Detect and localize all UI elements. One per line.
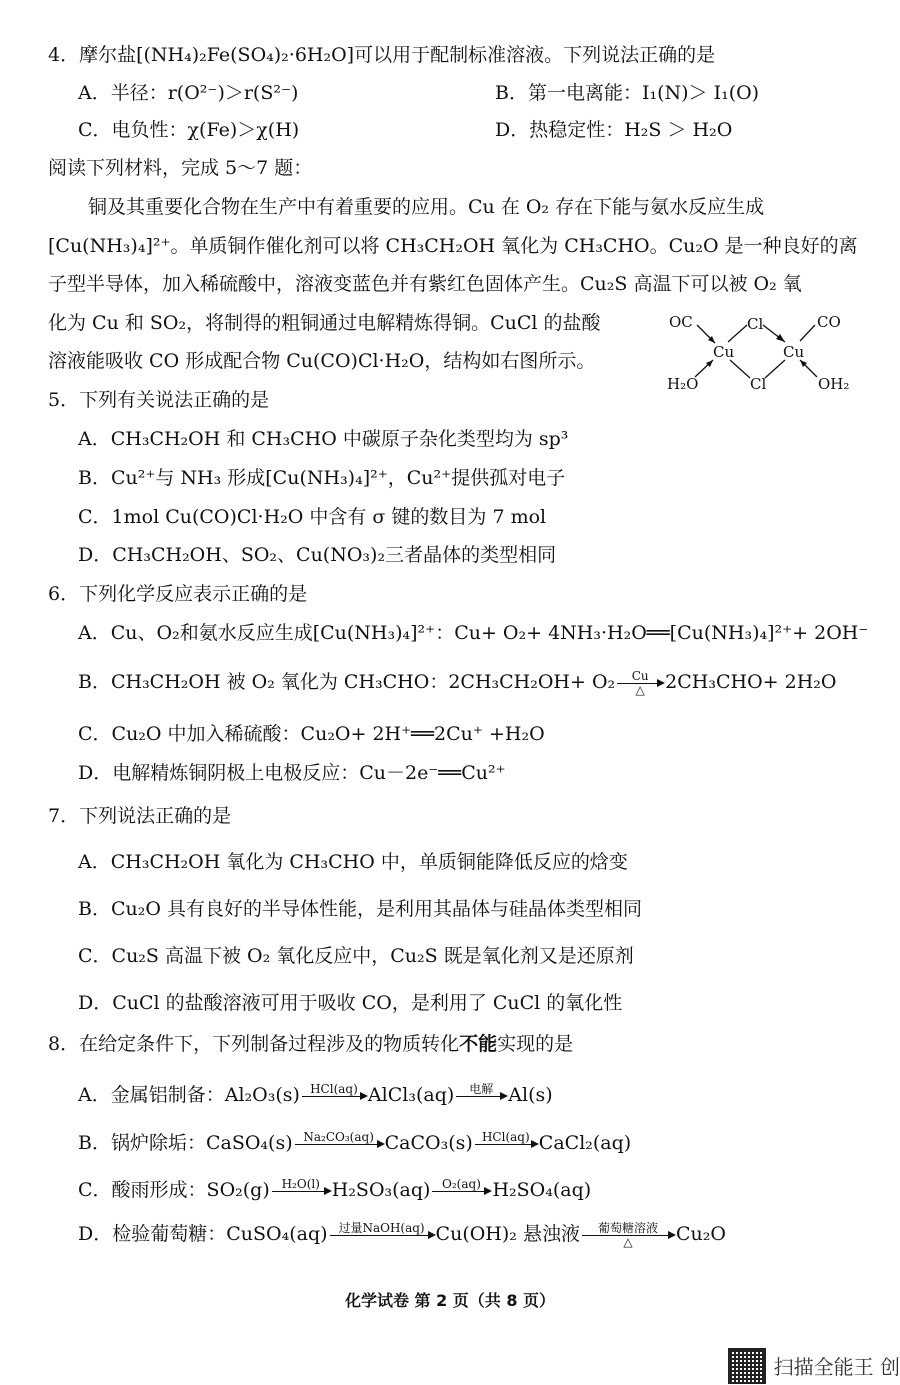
q4-option-a: A．半径：r(O²⁻)＞r(S²⁻) [78, 82, 299, 104]
q6-option-c: C．Cu₂O 中加入稀硫酸：Cu₂O+ 2H⁺══2Cu⁺ +H₂O [78, 723, 545, 745]
struct-cu-left: Cu [713, 343, 735, 361]
q6-stem: 6．下列化学反应表示正确的是 [48, 583, 308, 605]
qr-code-icon [728, 1348, 766, 1384]
q6-option-d: D．电解精炼铜阴极上电极反应：Cu－2e⁻══Cu²⁺ [78, 762, 506, 784]
q6-b-condition: Cu [631, 668, 649, 683]
complex-structure-diagram [655, 305, 855, 400]
q8-option-a: A．金属铝制备：Al₂O₃(s) HCl(aq) AlCl₃(aq) 电解 Al(s) [78, 1081, 553, 1106]
q5-option-b: B．Cu²⁺与 NH₃ 形成[Cu(NH₃)₄]²⁺，Cu²⁺提供孤对电子 [78, 467, 566, 489]
q7-option-a: A．CH₃CH₂OH 氧化为 CH₃CHO 中，单质铜能降低反应的焓变 [78, 851, 628, 873]
q8-option-c: C．酸雨形成：SO₂(g) H₂O(l) H₂SO₃(aq) O₂(aq) H₂SO₄(aq) [78, 1176, 592, 1201]
reading-line-5: 溶液能吸收 CO 形成配合物 Cu(CO)Cl·H₂O，结构如右图所示。 [48, 350, 596, 372]
q6-option-a: A．Cu、O₂和氨水反应生成[Cu(NH₃)₄]²⁺：Cu+ O₂+ 4NH₃·H₂O══[Cu(NH₃)₄]²⁺+ 2OH⁻ [78, 622, 869, 644]
scanner-label: 扫描全能王 创 [773, 1355, 900, 1379]
q8-emphasis: 不能 [459, 1033, 498, 1055]
q8-option-d: D．检验葡萄糖：CuSO₄(aq) 过量NaOH(aq) Cu(OH)₂ 悬浊液 葡萄糖溶液 △ Cu₂O [78, 1220, 726, 1249]
q5-stem: 5．下列有关说法正确的是 [48, 389, 270, 411]
q7-option-d: D．CuCl 的盐酸溶液可用于吸收 CO，是利用了 CuCl 的氧化性 [78, 992, 623, 1014]
q4-option-c: C．电负性：χ(Fe)＞χ(H) [78, 119, 300, 141]
reading-line-2: [Cu(NH₃)₄]²⁺。单质铜作催化剂可以将 CH₃CH₂OH 氧化为 CH₃CHO。Cu₂O 是一种良好的离 [48, 235, 858, 257]
struct-cl-bottom: Cl [750, 375, 767, 393]
struct-oc: OC [669, 313, 693, 331]
q6-b-right: 2CH₃CHO+ 2H₂O [665, 671, 837, 693]
reading-line-3: 子型半导体，加入稀硫酸中，溶液变蓝色并有紫红色固体产生。Cu₂S 高温下可以被 O₂ 氧 [48, 273, 802, 295]
page-footer: 化学试卷 第 2 页（共 8 页） [344, 1291, 556, 1310]
struct-cu-right: Cu [783, 343, 805, 361]
q7-option-b: B．Cu₂O 具有良好的半导体性能，是利用其晶体与硅晶体类型相同 [78, 898, 642, 920]
struct-cl-top: Cl [747, 315, 764, 333]
q6-option-b [78, 660, 836, 704]
q7-stem: 7．下列说法正确的是 [48, 805, 232, 827]
q6-b-left: B．CH₃CH₂OH 被 O₂ 氧化为 CH₃CHO：2CH₃CH₂OH+ O₂ [78, 671, 616, 693]
q4-option-d: D．热稳定性：H₂S ＞ H₂O [495, 119, 733, 141]
reading-intro: 阅读下列材料，完成 5～7 题： [48, 157, 313, 179]
struct-co: CO [817, 313, 841, 331]
reading-line-4: 化为 Cu 和 SO₂，将制得的粗铜通过电解精炼得铜。CuCl 的盐酸 [48, 312, 601, 334]
struct-h2o: H₂O [667, 375, 699, 393]
q6-b-heat: △ [635, 682, 645, 697]
q5-option-a: A．CH₃CH₂OH 和 CH₃CHO 中碳原子杂化类型均为 sp³ [78, 428, 569, 450]
scanner-watermark [728, 1346, 900, 1385]
q4-option-b: B．第一电离能：I₁(N)＞ I₁(O) [495, 82, 760, 104]
reading-line-1: 铜及其重要化合物在生产中有着重要的应用。Cu 在 O₂ 存在下能与氨水反应生成 [88, 196, 765, 218]
q7-option-c: C．Cu₂S 高温下被 O₂ 氧化反应中，Cu₂S 既是氧化剂又是还原剂 [78, 945, 634, 967]
q5-option-c: C．1mol Cu(CO)Cl·H₂O 中含有 σ 键的数目为 7 mol [78, 506, 547, 528]
q8-stem: 8．在给定条件下，下列制备过程涉及的物质转化不能实现的是 [48, 1033, 574, 1055]
q8-option-b: B．锅炉除垢：CaSO₄(s) Na₂CO₃(aq) CaCO₃(s) HCl(aq) CaCl₂(aq) [78, 1129, 632, 1154]
struct-oh2: OH₂ [818, 375, 850, 393]
q4-stem: 4．摩尔盐[(NH₄)₂Fe(SO₄)₂·6H₂O]可以用于配制标准溶液。下列说法正确的是 [48, 44, 716, 66]
q5-option-d: D．CH₃CH₂OH、SO₂、Cu(NO₃)₂三者晶体的类型相同 [78, 544, 557, 566]
q6-b-arrow [617, 670, 663, 697]
